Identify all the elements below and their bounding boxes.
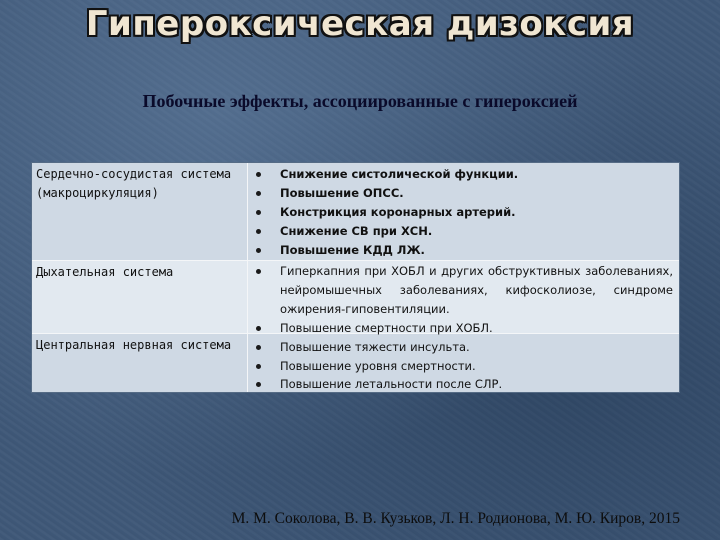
- system-cell: Дыхательная система: [36, 265, 174, 279]
- bullet-icon: [256, 210, 261, 215]
- bullet-icon: [256, 229, 261, 234]
- bullet-icon: [256, 172, 261, 177]
- slide-subtitle: Побочные эффекты, ассоциированные с гипероксией: [142, 91, 578, 111]
- column-divider: [247, 163, 248, 392]
- system-cell: Сердечно-сосудистая система (макроциркуляция): [36, 167, 232, 200]
- bullet-icon: [256, 382, 261, 387]
- effect-item: [250, 357, 675, 376]
- system-cell: Центральная нервная система: [36, 338, 232, 352]
- effect-text: Повышение летальности после СЛР.: [280, 377, 503, 391]
- bullet-icon: [256, 326, 261, 331]
- effect-text: Повышение уровня смертности.: [280, 359, 476, 373]
- effect-item: [250, 375, 675, 394]
- side-effects-table: [31, 162, 680, 393]
- bullet-icon: [256, 269, 261, 274]
- effect-item: [250, 203, 675, 222]
- bullet-icon: [256, 345, 261, 350]
- slide-title: Гипероксическая дизоксия: [85, 4, 635, 44]
- effect-text: Повышение ОПСС.: [280, 186, 404, 200]
- bullet-icon: [256, 191, 261, 196]
- effect-item: [250, 262, 675, 319]
- effect-item: [250, 184, 675, 203]
- authors-credit: М. М. Соколова, В. В. Кузьков, Л. Н. Родионова, М. Ю. Киров, 2015: [231, 510, 680, 527]
- effect-text: Снижение систолической функции.: [280, 167, 519, 181]
- bullet-icon: [256, 248, 261, 253]
- effect-item: [250, 319, 675, 338]
- effect-text: Снижение СВ при ХСН.: [280, 224, 433, 238]
- effect-item: [250, 165, 675, 184]
- effect-item: [250, 241, 675, 260]
- effect-text: Гиперкапния при ХОБЛ и других обструктивных заболеваниях, нейромышечных заболеваниях, кифосколиозе, синдроме ожирения-гиповентиляции.: [280, 264, 673, 316]
- effect-text: Повышение КДД ЛЖ.: [280, 243, 425, 257]
- effect-text: Констрикция коронарных артерий.: [280, 205, 516, 219]
- bullet-icon: [256, 364, 261, 369]
- effect-item: [250, 338, 675, 357]
- effect-text: Повышение смертности при ХОБЛ.: [280, 321, 493, 335]
- effect-text: Повышение тяжести инсульта.: [280, 340, 470, 354]
- effect-item: [250, 222, 675, 241]
